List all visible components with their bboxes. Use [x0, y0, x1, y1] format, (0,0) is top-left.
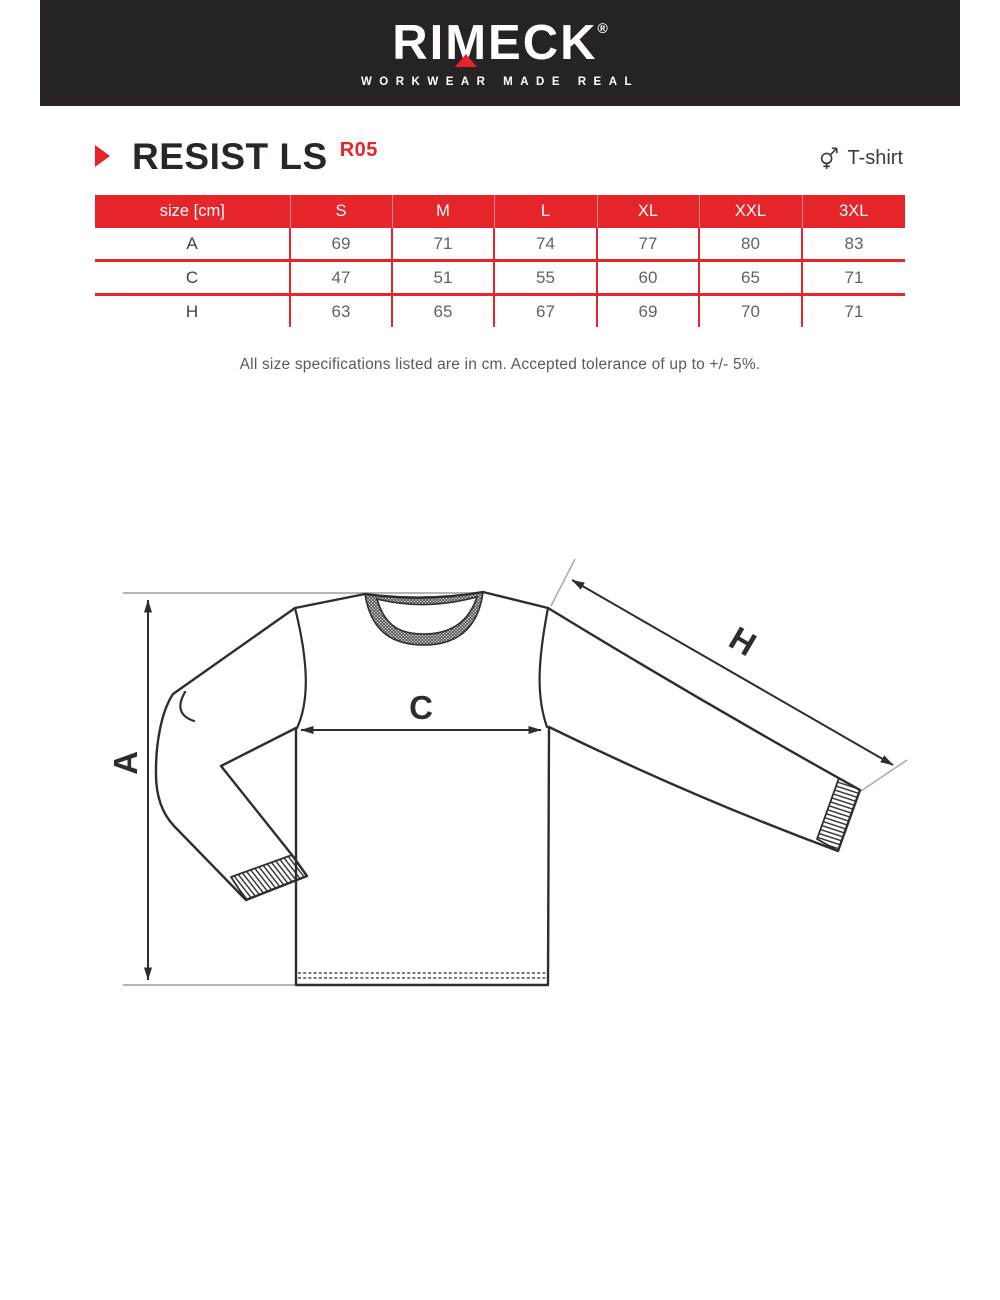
- row-label: H: [95, 295, 290, 328]
- cell: 55: [494, 261, 597, 295]
- col-header-l: L: [494, 195, 597, 228]
- product-code: R05: [339, 139, 378, 161]
- cell: 70: [699, 295, 802, 328]
- cell: 83: [802, 228, 905, 261]
- cell: 80: [699, 228, 802, 261]
- col-header-3xl: 3XL: [802, 195, 905, 228]
- cell: 51: [392, 261, 494, 295]
- cell: 47: [290, 261, 392, 295]
- cell: 65: [699, 261, 802, 295]
- cell: 71: [802, 295, 905, 328]
- col-header-xl: XL: [597, 195, 699, 228]
- col-header-m: M: [392, 195, 494, 228]
- cell: 69: [597, 295, 699, 328]
- tolerance-note: All size specifications listed are in cm. Accepted tolerance of up to +/- 5%.: [239, 355, 761, 373]
- row-label: C: [95, 261, 290, 295]
- brand-tagline: WORKWEAR MADE REAL: [360, 75, 640, 88]
- cell: 63: [290, 295, 392, 328]
- cell: 69: [290, 228, 392, 261]
- dim-label-C: C: [409, 689, 433, 726]
- col-header-size: size [cm]: [95, 195, 290, 228]
- registered-mark: ®: [597, 19, 608, 36]
- tshirt-outline: [156, 592, 860, 985]
- brand-logo-text: RIMECK: [392, 15, 598, 70]
- cell: 60: [597, 261, 699, 295]
- product-name: RESIST LS: [132, 136, 328, 177]
- product-category-label: T-shirt: [847, 146, 903, 169]
- cell: 71: [802, 261, 905, 295]
- col-header-xxl: XXL: [699, 195, 802, 228]
- col-header-s: S: [290, 195, 392, 228]
- dim-label-H: H: [723, 619, 763, 664]
- cell: 71: [392, 228, 494, 261]
- cell: 65: [392, 295, 494, 328]
- row-label: A: [95, 228, 290, 261]
- dim-label-A: A: [107, 751, 144, 775]
- cell: 67: [494, 295, 597, 328]
- cell: 77: [597, 228, 699, 261]
- cell: 74: [494, 228, 597, 261]
